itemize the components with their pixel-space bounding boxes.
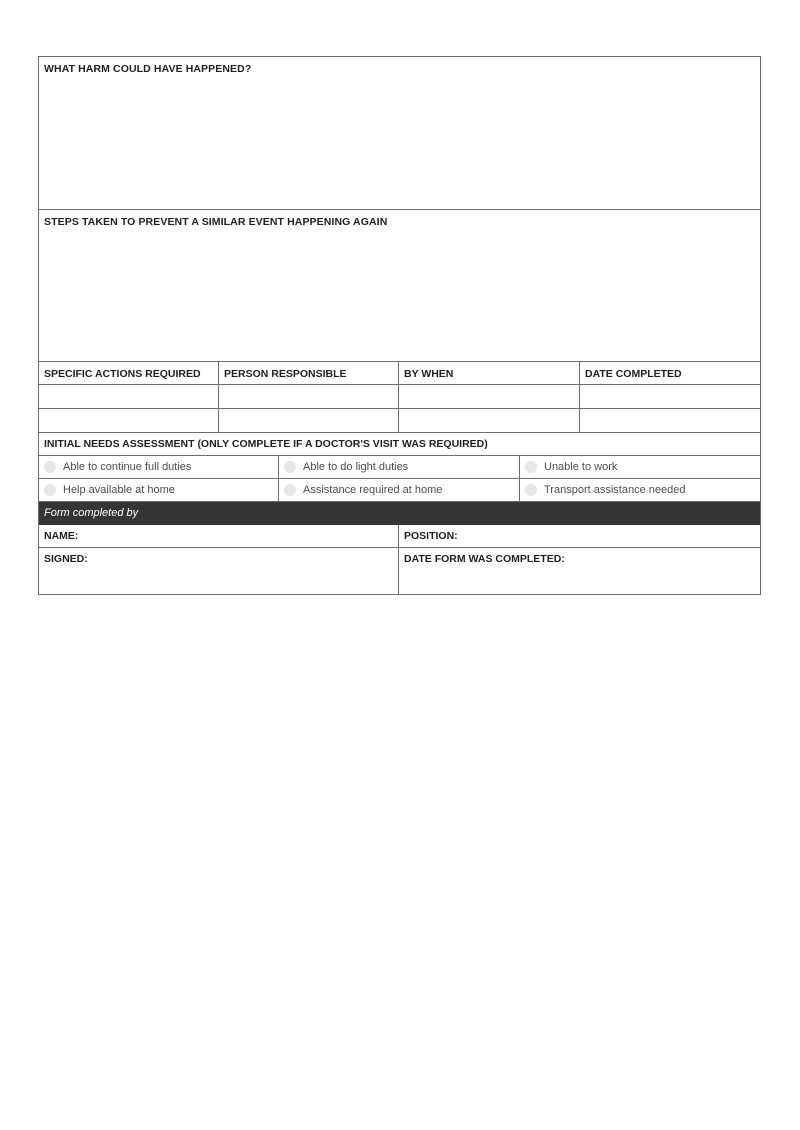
option-assistance-at-home[interactable] (279, 479, 520, 501)
header-date-completed: DATE COMPLETED (585, 368, 682, 380)
name-position-row (39, 525, 760, 548)
table-row (39, 409, 760, 433)
option-full-duties[interactable] (39, 456, 279, 478)
signed-label: SIGNED: (44, 553, 88, 565)
signed-field[interactable] (39, 548, 399, 594)
harm-label: WHAT HARM COULD HAVE HAPPENED? (44, 63, 252, 75)
name-label: NAME: (44, 530, 79, 542)
radio-circle-icon[interactable] (284, 461, 296, 473)
needs-options-row-2 (39, 479, 760, 502)
option-light-duties[interactable] (279, 456, 520, 478)
date-completed-cell[interactable] (580, 409, 760, 432)
radio-circle-icon[interactable] (44, 484, 56, 496)
form-completed-by-bar: Form completed by (39, 502, 760, 525)
specific-actions-cell[interactable] (39, 409, 219, 432)
option-label: Unable to work (544, 461, 618, 473)
person-responsible-cell[interactable] (219, 409, 399, 432)
header-by-when: BY WHEN (399, 362, 580, 384)
option-label: Able to continue full duties (63, 461, 192, 473)
harm-section[interactable] (39, 57, 760, 210)
option-unable-to-work[interactable] (520, 456, 760, 478)
incident-form (38, 56, 761, 595)
radio-circle-icon[interactable] (525, 461, 537, 473)
date-completed-field[interactable] (399, 548, 760, 594)
date-completed-cell[interactable] (580, 385, 760, 408)
person-responsible-cell[interactable] (219, 385, 399, 408)
radio-circle-icon[interactable] (44, 461, 56, 473)
table-row (39, 385, 760, 409)
specific-actions-cell[interactable] (39, 385, 219, 408)
needs-assessment-heading: INITIAL NEEDS ASSESSMENT (ONLY COMPLETE IF A DOCTOR'S VISIT WAS REQUIRED) (39, 433, 760, 456)
date-completed-label: DATE FORM WAS COMPLETED: (404, 553, 565, 565)
radio-circle-icon[interactable] (284, 484, 296, 496)
option-label: Help available at home (63, 484, 175, 496)
header-person-responsible: PERSON RESPONSIBLE (219, 362, 399, 384)
option-help-at-home[interactable] (39, 479, 279, 501)
position-label: POSITION: (404, 530, 458, 542)
option-label: Transport assistance needed (544, 484, 686, 496)
header-specific-actions: SPECIFIC ACTIONS REQUIRED (39, 362, 219, 384)
by-when-cell[interactable] (399, 409, 580, 432)
option-transport-assistance[interactable] (520, 479, 760, 501)
option-label: Able to do light duties (303, 461, 409, 473)
prevention-steps-section[interactable] (39, 210, 760, 362)
actions-table-header (39, 362, 760, 385)
option-label: Assistance required at home (303, 484, 443, 496)
radio-circle-icon[interactable] (525, 484, 537, 496)
signed-date-row (39, 548, 760, 594)
name-field[interactable] (39, 525, 399, 547)
needs-options-row-1 (39, 456, 760, 479)
prevention-steps-label: STEPS TAKEN TO PREVENT A SIMILAR EVENT HAPPENING AGAIN (44, 216, 388, 228)
position-field[interactable] (399, 525, 760, 547)
by-when-cell[interactable] (399, 385, 580, 408)
